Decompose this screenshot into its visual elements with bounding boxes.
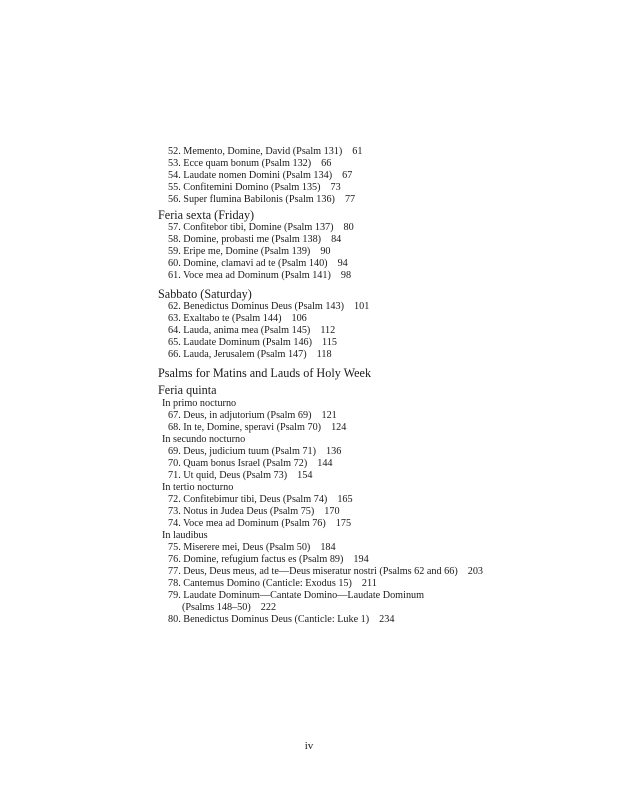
section-heading: Feria quinta bbox=[158, 383, 217, 397]
toc-entry-page: 165 bbox=[337, 494, 353, 505]
toc-entry-title: 72. Confitebimur tibi, Deus (Psalm 74) bbox=[168, 494, 328, 505]
section-heading: Sabbato (Saturday) bbox=[158, 287, 252, 301]
toc-entry-page: 67 bbox=[342, 170, 353, 181]
toc-entry-title: 54. Laudate nomen Domini (Psalm 134) bbox=[168, 170, 333, 181]
toc-entry-title: 53. Ecce quam bonum (Psalm 132) bbox=[168, 158, 312, 169]
toc-entry bbox=[168, 246, 331, 258]
toc-entry bbox=[168, 158, 331, 170]
toc-entry bbox=[168, 349, 332, 361]
toc-entry-page: 203 bbox=[467, 566, 484, 577]
toc-entry-title: 70. Quam bonus Israel (Psalm 72) bbox=[168, 458, 308, 469]
toc-entry-page: 154 bbox=[297, 470, 313, 481]
toc-entry bbox=[168, 518, 351, 530]
toc-entry-page: 121 bbox=[321, 410, 337, 421]
toc-entry bbox=[168, 313, 307, 325]
toc-entry bbox=[168, 301, 369, 313]
toc-entry-page: 106 bbox=[291, 313, 307, 324]
toc-entry-title: 52. Memento, Domine, David (Psalm 131) bbox=[168, 146, 343, 157]
toc-entry-title: 75. Miserere mei, Deus (Psalm 50) bbox=[168, 542, 311, 553]
toc-entry-title: 69. Deus, judicium tuum (Psalm 71) bbox=[168, 446, 316, 457]
toc-entry bbox=[168, 590, 424, 602]
section-heading: Psalms for Matins and Lauds of Holy Week bbox=[158, 366, 372, 380]
toc-entry-title: 60. Domine, clamavi ad te (Psalm 140) bbox=[168, 258, 328, 269]
section-heading: Feria sexta (Friday) bbox=[158, 208, 255, 222]
toc-entry bbox=[168, 470, 312, 482]
toc-entry-title: 56. Super flumina Babilonis (Psalm 136) bbox=[168, 194, 335, 205]
toc-entry bbox=[168, 194, 355, 206]
toc-entry-title: 80. Benedictus Dominus Deus (Canticle: Luke 1) bbox=[168, 614, 370, 625]
toc-entry-title: 77. Deus, Deus meus, ad te—Deus miseratur nostri (Psalms 62 and 66) bbox=[168, 566, 458, 577]
toc-entry-page: 73 bbox=[330, 182, 341, 193]
toc-entry-title: 79. Laudate Dominum—Cantate Domino—Laudate Dominum bbox=[168, 590, 425, 601]
toc-entry-page: 80 bbox=[343, 222, 354, 233]
toc-entry-title: 64. Lauda, anima mea (Psalm 145) bbox=[168, 325, 311, 336]
toc-entry-page: 98 bbox=[340, 270, 352, 281]
toc-entry-page: 124 bbox=[331, 422, 347, 433]
toc-entry bbox=[168, 614, 394, 626]
toc-entry-title: 59. Eripe me, Domine (Psalm 139) bbox=[168, 246, 311, 257]
subsection-heading: In secundo nocturno bbox=[162, 434, 246, 445]
toc-entry bbox=[168, 494, 353, 506]
toc-entry-page: 77 bbox=[344, 194, 356, 205]
toc-entry-page: 175 bbox=[335, 518, 352, 529]
toc-entry bbox=[168, 458, 333, 470]
toc-entry-page: 118 bbox=[316, 349, 332, 360]
toc-entry-title: 76. Domine, refugium factus es (Psalm 89) bbox=[168, 554, 344, 565]
toc-entry-title: 78. Cantemus Domino (Canticle: Exodus 15) bbox=[168, 578, 352, 589]
toc-entry bbox=[168, 222, 354, 234]
toc-entry bbox=[168, 446, 341, 458]
toc-entry-page: 211 bbox=[361, 578, 377, 589]
toc-entry-page: 112 bbox=[320, 325, 336, 336]
toc-entry-title: 55. Confitemini Domino (Psalm 135) bbox=[168, 182, 321, 193]
toc-entry-title: 57. Confitebor tibi, Domine (Psalm 137) bbox=[168, 222, 334, 233]
toc-entry-page: 136 bbox=[326, 446, 342, 457]
toc-entry-title: 68. In te, Domine, speravi (Psalm 70) bbox=[168, 422, 322, 433]
toc-entry-page: 222 bbox=[260, 602, 277, 613]
toc-entry-title: 65. Laudate Dominum (Psalm 146) bbox=[168, 337, 313, 348]
toc-entry bbox=[168, 554, 369, 566]
toc-entry bbox=[168, 337, 337, 349]
toc-entry-page: 144 bbox=[317, 458, 333, 469]
toc-entry bbox=[168, 170, 352, 182]
toc-entry-page: 234 bbox=[379, 614, 395, 625]
toc-entry bbox=[168, 325, 335, 337]
toc-entry-title: 67. Deus, in adjutorium (Psalm 69) bbox=[168, 410, 312, 421]
toc-entry-continuation bbox=[182, 602, 276, 614]
toc-entry-page: 94 bbox=[337, 258, 348, 269]
toc-entry bbox=[168, 270, 351, 282]
toc-entry-title: 61. Voce mea ad Dominum (Psalm 141) bbox=[168, 270, 331, 281]
toc-entry-page: 115 bbox=[322, 337, 337, 348]
toc-entry bbox=[168, 422, 346, 434]
toc-entry-page: 66 bbox=[321, 158, 332, 169]
toc-entry bbox=[168, 542, 336, 554]
toc-entry-title: 62. Benedictus Dominus Deus (Psalm 143) bbox=[168, 301, 345, 312]
toc-entry-title: 63. Exaltabo te (Psalm 144) bbox=[168, 313, 282, 324]
toc-entry-title: (Psalms 148–50) bbox=[182, 602, 251, 613]
toc-entry bbox=[168, 146, 362, 158]
subsection-heading: In primo nocturno bbox=[162, 398, 237, 409]
toc-entry-title: 66. Lauda, Jerusalem (Psalm 147) bbox=[168, 349, 307, 360]
toc-entry bbox=[168, 234, 341, 246]
toc-entry-page: 170 bbox=[324, 506, 340, 517]
toc-entry bbox=[168, 578, 377, 590]
subsection-heading: In laudibus bbox=[162, 530, 208, 541]
toc-entry-title: 74. Voce mea ad Dominum (Psalm 76) bbox=[168, 518, 326, 529]
toc-entry-page: 84 bbox=[331, 234, 342, 245]
toc-entry-page: 61 bbox=[352, 146, 363, 157]
toc-entry bbox=[168, 182, 341, 194]
toc-entry bbox=[168, 566, 483, 578]
toc-entry bbox=[168, 506, 340, 518]
toc-entry-title: 71. Ut quid, Deus (Psalm 73) bbox=[168, 470, 288, 481]
toc-entry bbox=[168, 410, 337, 422]
toc-entry bbox=[168, 258, 348, 270]
toc-entry-page: 101 bbox=[354, 301, 370, 312]
toc-entry-page: 90 bbox=[320, 246, 331, 257]
toc-entry-page: 184 bbox=[320, 542, 336, 553]
subsection-heading: In tertio nocturno bbox=[162, 482, 234, 493]
toc-entry-title: 58. Domine, probasti me (Psalm 138) bbox=[168, 234, 322, 245]
page-number: iv bbox=[304, 740, 314, 752]
toc-entry-title: 73. Notus in Judea Deus (Psalm 75) bbox=[168, 506, 315, 517]
toc-entry-page: 194 bbox=[353, 554, 369, 565]
